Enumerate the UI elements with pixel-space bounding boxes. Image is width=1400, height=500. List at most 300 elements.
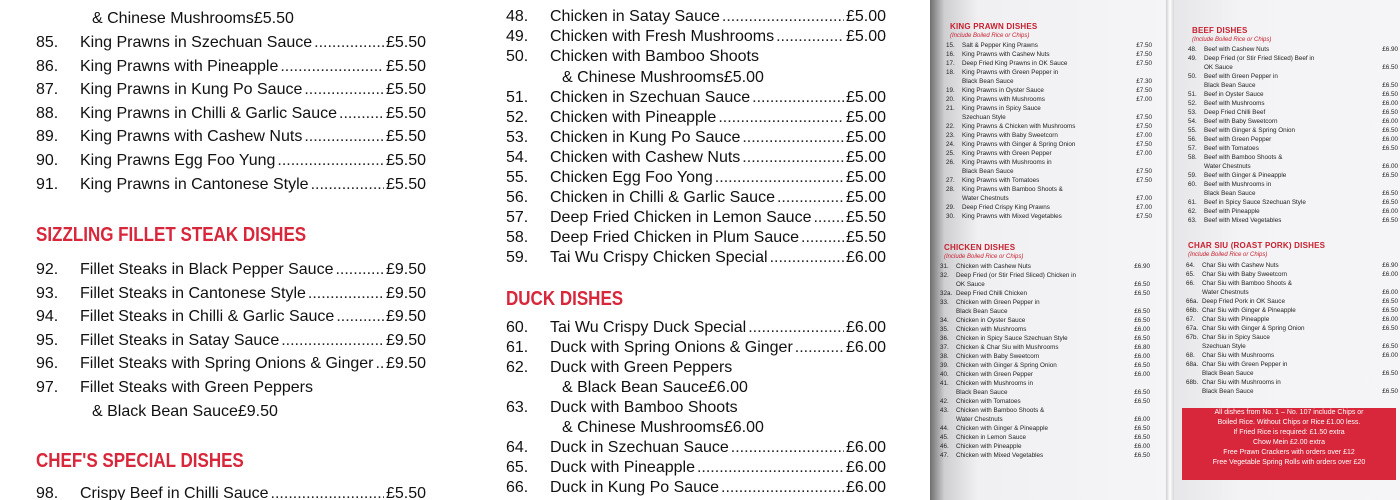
item-number: 66. xyxy=(506,479,529,496)
line-text: Deep Fried (or Stir Fried Sliced) Beef in xyxy=(1204,55,1315,62)
line-text: Chicken with Mixed Vegetables xyxy=(956,452,1044,459)
photo-menu-line xyxy=(940,398,1150,405)
line-number: 58. xyxy=(1188,154,1197,161)
item-price: £6.00 xyxy=(723,419,764,436)
photo-menu-line xyxy=(940,308,1150,315)
leader-dots xyxy=(801,228,844,248)
line-price: £7.50 xyxy=(1136,123,1152,130)
line-number xyxy=(1188,64,1204,71)
line-number: 31. xyxy=(940,263,949,270)
item-price: £5.50 xyxy=(385,128,426,146)
photo-menu-line xyxy=(946,51,1152,58)
leader-dots xyxy=(777,188,844,208)
line-number: 26. xyxy=(946,159,955,166)
item-number: 86. xyxy=(36,57,59,75)
item-number: 89. xyxy=(36,128,59,146)
item-price: £9.50 xyxy=(237,403,278,420)
menu-item xyxy=(36,175,426,195)
line-number xyxy=(940,281,956,288)
photo-menu-line xyxy=(1188,145,1398,152)
item-name: King Prawns in Kung Po Sauce xyxy=(80,81,303,99)
line-text: King Prawns & Chicken with Mushrooms xyxy=(962,123,1076,130)
item-price: £5.00 xyxy=(845,89,886,106)
line-number: 67b. xyxy=(1186,334,1199,341)
line-price: £7.00 xyxy=(1136,195,1152,202)
line-number: 44. xyxy=(940,425,949,432)
item-number: 95. xyxy=(36,331,59,349)
photo-menu-line xyxy=(1188,118,1398,125)
item-name: King Prawns with Pineapple xyxy=(80,57,279,75)
item-number: 55. xyxy=(506,169,529,186)
menu-item xyxy=(36,307,426,327)
line-text: King Prawns with Ginger & Spring Onion xyxy=(962,141,1076,148)
line-text: Char Siu with Ginger & Spring Onion xyxy=(1202,325,1305,332)
item-number: 59. xyxy=(506,249,529,266)
line-number xyxy=(940,308,956,315)
line-price: £6.00 xyxy=(1134,326,1150,333)
line-text: King Prawns in Oyster Sauce xyxy=(962,87,1044,94)
notice-line: Chow Mein £2.00 extra xyxy=(1253,439,1325,446)
line-text: Beef with Mushrooms xyxy=(1204,100,1265,107)
line-price: £6.90 xyxy=(1134,263,1150,270)
photo-menu-line xyxy=(1186,334,1398,341)
item-number: 65. xyxy=(506,459,529,476)
menu-item xyxy=(506,228,886,248)
photo-menu-line xyxy=(1186,289,1398,296)
line-text: OK Sauce xyxy=(1204,64,1233,71)
line-price: £6.50 xyxy=(1134,308,1150,315)
menu-item xyxy=(506,148,886,168)
item-number: 53. xyxy=(506,129,529,146)
line-text: Char Siu with Green Pepper in xyxy=(1202,361,1288,368)
line-text: Chicken with Bamboo Shoots & xyxy=(956,407,1045,414)
photo-menu-line xyxy=(1188,55,1398,62)
line-price: £6.50 xyxy=(1382,127,1398,134)
item-number: 56. xyxy=(506,189,529,206)
leader-dots xyxy=(813,208,843,228)
line-number: 66. xyxy=(1186,280,1195,287)
photo-subheading: (Include Boiled Rice or Chips) xyxy=(1188,252,1268,258)
photo-menu-line xyxy=(1188,181,1398,188)
photo-menu-line xyxy=(1188,190,1398,197)
item-name: Fillet Steaks in Cantonese Style xyxy=(80,284,306,302)
line-number: 66a. xyxy=(1186,298,1199,305)
notice-line: All dishes from No. 1 – No. 107 include Chips or xyxy=(1214,409,1364,416)
leader-dots xyxy=(722,7,844,27)
line-price: £6.50 xyxy=(1134,290,1150,297)
photo-subheading: (Include Boiled Rice or Chips) xyxy=(944,254,1024,260)
line-price: £6.00 xyxy=(1134,443,1150,450)
line-text: Deep Fried Chilli Beef xyxy=(1204,109,1266,116)
item-name: Chicken in Kung Po Sauce xyxy=(550,129,741,146)
leader-dots xyxy=(776,27,844,47)
photo-menu-line xyxy=(946,186,1152,193)
item-price: £5.00 xyxy=(845,28,886,45)
line-text: Black Bean Sauce xyxy=(956,308,1008,315)
line-number: 60. xyxy=(1188,181,1197,188)
photo-menu-line xyxy=(946,132,1152,139)
line-price xyxy=(1376,181,1398,188)
line-price: £7.30 xyxy=(1136,78,1152,85)
line-text: Beef with Ginger & Pineapple xyxy=(1204,172,1287,179)
line-price: £6.00 xyxy=(1134,371,1150,378)
line-number: 46. xyxy=(940,443,949,450)
photo-menu-line xyxy=(946,177,1152,184)
leader-dots xyxy=(308,284,384,304)
line-text: Char Siu with Pineapple xyxy=(1202,316,1270,323)
line-text: King Prawns with Tomatoes xyxy=(962,177,1040,184)
line-number: 16. xyxy=(946,51,955,58)
line-price xyxy=(1376,379,1398,386)
line-number: 59. xyxy=(1188,172,1197,179)
item-number: 58. xyxy=(506,229,529,246)
photo-menu-line xyxy=(1188,154,1398,161)
item-name: Chicken with Cashew Nuts xyxy=(550,149,741,166)
item-name: King Prawns in Chilli & Garlic Sauce xyxy=(80,104,337,122)
line-price: £6.50 xyxy=(1134,335,1150,342)
line-text: King Prawns with Mushrooms xyxy=(962,96,1045,103)
page-fold xyxy=(1166,0,1174,500)
line-text: Chicken & Char Siu with Mushrooms xyxy=(956,344,1059,351)
leader-dots xyxy=(335,260,383,280)
line-number: 68. xyxy=(1186,352,1195,359)
leader-dots xyxy=(721,478,844,498)
item-price: £5.00 xyxy=(845,149,886,166)
line-number: 38. xyxy=(940,353,949,360)
line-price: £6.50 xyxy=(1382,109,1398,116)
line-price: £6.00 xyxy=(1382,136,1398,143)
section-heading-duck: DUCK DISHES xyxy=(506,288,624,310)
menu-item xyxy=(506,208,886,228)
photo-menu-line xyxy=(940,290,1150,297)
photo-menu-line xyxy=(1188,127,1398,134)
item-price: £5.00 xyxy=(845,109,886,126)
line-text: Beef with Tomatoes xyxy=(1204,145,1259,152)
photo-menu-line xyxy=(940,443,1150,450)
line-text: King Prawns in Spicy Sauce xyxy=(962,105,1041,112)
item-name: Chicken in Satay Sauce xyxy=(550,8,720,25)
photo-menu-line xyxy=(946,78,1152,85)
line-number: 19. xyxy=(946,87,955,94)
photo-menu-line xyxy=(1188,73,1398,80)
line-text: Beef in Spicy Sauce Szechuan Style xyxy=(1204,199,1306,206)
item-name: Chicken with Bamboo Shoots xyxy=(550,48,759,65)
line-price: £6.50 xyxy=(1382,388,1398,395)
item-price: £5.00 xyxy=(845,169,886,186)
line-text: Char Siu in Spicy Sauce xyxy=(1202,334,1270,341)
item-price: £9.50 xyxy=(385,355,426,373)
item-number: 85. xyxy=(36,34,59,51)
menu-item xyxy=(506,128,886,148)
line-text: Chicken with Ginger & Pineapple xyxy=(956,425,1049,432)
item-number: 52. xyxy=(506,109,529,126)
item-name: Crispy Beef in Chilli Sauce xyxy=(80,485,269,500)
line-text: Chicken in Lemon Sauce xyxy=(956,434,1027,441)
line-number: 67. xyxy=(1186,316,1195,323)
menu-item xyxy=(36,378,426,398)
line-price: £6.50 xyxy=(1134,281,1150,288)
photo-menu-line xyxy=(946,60,1152,67)
photo-menu-line xyxy=(940,389,1150,396)
line-number: 55. xyxy=(1188,127,1197,134)
item-name: & Black Bean Sauce xyxy=(92,403,238,420)
line-number: 68a. xyxy=(1186,361,1199,368)
line-number xyxy=(946,195,962,202)
photo-menu-line xyxy=(1186,280,1398,287)
item-number: 90. xyxy=(36,152,59,169)
line-number: 29. xyxy=(946,204,955,211)
photo-subheading: (Include Boiled Rice or Chips) xyxy=(950,33,1030,39)
line-text: Beef with Mushrooms in xyxy=(1204,181,1272,188)
leader-dots xyxy=(311,175,384,195)
leader-dots xyxy=(697,458,844,478)
line-price: £6.00 xyxy=(1382,208,1398,215)
photo-menu-line xyxy=(946,195,1152,202)
item-price: £5.50 xyxy=(385,81,426,99)
leader-dots xyxy=(271,484,384,500)
leader-dots xyxy=(281,331,384,351)
photo-menu-line xyxy=(1186,262,1398,269)
line-price: £7.00 xyxy=(1136,150,1152,157)
notice-line: Boiled Rice. Without Chips or Rice £1.00 less. xyxy=(1217,419,1361,426)
line-price: £6.50 xyxy=(1134,434,1150,441)
photo-menu-line xyxy=(1186,352,1398,359)
photo-menu-line xyxy=(1186,379,1398,386)
menu-item xyxy=(506,168,886,188)
line-price: £7.50 xyxy=(1136,60,1152,67)
leader-dots xyxy=(715,168,844,188)
line-number: 22. xyxy=(946,123,955,130)
item-price: £9.50 xyxy=(385,284,426,302)
item-name: Chicken Egg Foo Yong xyxy=(550,169,713,186)
item-name: Deep Fried Chicken in Plum Sauce xyxy=(550,229,800,246)
item-name: Fillet Steaks in Black Pepper Sauce xyxy=(80,261,334,278)
photo-menu-line xyxy=(940,299,1150,306)
photo-menu-line xyxy=(940,326,1150,333)
line-price: £6.50 xyxy=(1382,217,1398,224)
photo-menu-line xyxy=(946,150,1152,157)
line-price: £6.50 xyxy=(1134,317,1150,324)
line-number: 54. xyxy=(1188,118,1197,125)
photo-menu-line xyxy=(940,434,1150,441)
photo-menu-line xyxy=(1188,199,1398,206)
photo-menu-line xyxy=(940,317,1150,324)
photo-menu-line xyxy=(946,69,1152,76)
item-price: £9.50 xyxy=(385,331,426,349)
photo-menu-line xyxy=(1188,109,1398,116)
menu-item xyxy=(506,338,886,358)
item-price: £5.50 xyxy=(253,10,294,27)
line-price: £7.50 xyxy=(1136,42,1152,49)
photo-menu-line xyxy=(1186,361,1398,368)
photo-heading-beef: BEEF DISHES xyxy=(1192,26,1248,35)
line-price xyxy=(1130,105,1152,112)
line-text: Beef with Green Pepper in xyxy=(1204,73,1278,80)
item-price: £5.50 xyxy=(385,175,426,193)
line-number: 18. xyxy=(946,69,955,76)
line-price xyxy=(1130,159,1152,166)
item-price: £5.50 xyxy=(385,34,426,51)
photo-subheading: (Include Boiled Rice or Chips) xyxy=(1192,37,1272,43)
line-price xyxy=(1376,73,1398,80)
photo-menu-line xyxy=(946,168,1152,175)
line-number: 35. xyxy=(940,326,949,333)
line-text: Deep Fried (or Stir Fried Sliced) Chicken in xyxy=(956,272,1077,279)
line-price: £6.50 xyxy=(1134,362,1150,369)
line-text: Beef with Green Pepper xyxy=(1204,136,1272,143)
photo-menu-line xyxy=(1186,388,1398,395)
line-text: Chicken with Green Pepper in xyxy=(956,299,1040,306)
photo-menu-line xyxy=(940,425,1150,432)
line-number: 47. xyxy=(940,452,949,459)
photo-menu-line xyxy=(1186,307,1398,314)
line-price: £6.80 xyxy=(1134,344,1150,351)
line-text: OK Sauce xyxy=(956,281,985,288)
photo-menu-line xyxy=(946,105,1152,112)
line-text: Chicken with Cashew Nuts xyxy=(956,263,1031,270)
item-name: Duck in Kung Po Sauce xyxy=(550,479,719,496)
line-text: Water Chestnuts xyxy=(1202,289,1249,296)
item-number: 64. xyxy=(506,439,529,456)
menu-item xyxy=(506,7,886,27)
item-price: £5.50 xyxy=(385,485,426,500)
line-number: 45. xyxy=(940,434,949,441)
line-number: 52. xyxy=(1188,100,1197,107)
line-text: King Prawns with Bamboo Shoots & xyxy=(962,186,1063,193)
item-name: Chicken in Chilli & Garlic Sauce xyxy=(550,189,775,206)
line-text: Black Bean Sauce xyxy=(962,168,1014,175)
menu-item xyxy=(36,331,426,351)
line-number: 36. xyxy=(940,335,949,342)
photo-menu-line xyxy=(1188,100,1398,107)
item-price: £5.50 xyxy=(385,57,426,75)
menu-item xyxy=(36,57,426,77)
line-number: 27. xyxy=(946,177,955,184)
line-text: Deep Fried Chilli Chicken xyxy=(956,290,1028,297)
item-name: King Prawns Egg Foo Yung xyxy=(80,152,276,169)
line-number: 68b. xyxy=(1186,379,1199,386)
photo-menu-line xyxy=(1188,217,1398,224)
photo-menu-line xyxy=(1188,172,1398,179)
line-number: 41. xyxy=(940,380,949,387)
photo-menu-line xyxy=(946,96,1152,103)
line-text: King Prawns with Cashew Nuts xyxy=(962,51,1050,58)
line-price: £6.50 xyxy=(1134,398,1150,405)
photo-heading-king-prawn: KING PRAWN DISHES xyxy=(950,22,1038,31)
menu-item xyxy=(36,33,426,53)
line-number: 51. xyxy=(1188,91,1197,98)
line-price: £7.00 xyxy=(1136,204,1152,211)
line-text: Black Bean Sauce xyxy=(1202,370,1254,377)
line-price: £6.50 xyxy=(1382,370,1398,377)
menu-item-continuation xyxy=(562,68,886,88)
line-price: £7.50 xyxy=(1136,168,1152,175)
item-number: 92. xyxy=(36,261,59,278)
line-price xyxy=(1128,380,1150,387)
item-price: £6.00 xyxy=(845,459,886,476)
leader-dots xyxy=(748,318,844,338)
leader-dots xyxy=(375,354,383,374)
line-number xyxy=(1188,82,1204,89)
line-number xyxy=(1186,388,1202,395)
line-number: 63. xyxy=(1188,217,1197,224)
photo-menu-line xyxy=(940,452,1150,459)
item-name: King Prawns with Cashew Nuts xyxy=(80,128,303,146)
line-text: Char Siu with Baby Sweetcorn xyxy=(1202,271,1288,278)
item-number: 87. xyxy=(36,81,59,99)
item-name: Deep Fried Chicken in Lemon Sauce xyxy=(550,209,812,226)
notice-line: If Fried Rice is required: £1.50 extra xyxy=(1233,429,1345,436)
item-number: 50. xyxy=(506,48,529,65)
line-text: Beef with Bamboo Shoots & xyxy=(1204,154,1283,161)
line-text: King Prawns with Mushrooms in xyxy=(962,159,1052,166)
photo-menu-line xyxy=(1188,208,1398,215)
photo-menu-line xyxy=(1188,136,1398,143)
leader-dots xyxy=(770,248,844,268)
line-number: 48. xyxy=(1188,46,1197,53)
leader-dots xyxy=(280,57,384,77)
item-number: 54. xyxy=(506,149,529,166)
item-name: Fillet Steaks with Green Peppers xyxy=(80,379,313,396)
line-price: £6.00 xyxy=(1382,118,1398,125)
line-number: 57. xyxy=(1188,145,1197,152)
item-number: 61. xyxy=(506,339,529,356)
line-number: 33. xyxy=(940,299,949,306)
item-name: Tai Wu Crispy Duck Special xyxy=(550,319,747,336)
photo-menu-line xyxy=(1186,271,1398,278)
line-number: 56. xyxy=(1188,136,1197,143)
item-name: Fillet Steaks in Chilli & Garlic Sauce xyxy=(80,308,335,326)
menu-item xyxy=(506,108,886,128)
line-text: Deep Fried Pork in OK Sauce xyxy=(1202,298,1285,305)
item-price: £5.00 xyxy=(845,129,886,146)
menu-item xyxy=(36,104,426,124)
photo-menu-line xyxy=(1188,163,1398,170)
menu-item xyxy=(506,358,886,378)
photo-menu-line xyxy=(946,123,1152,130)
item-number: 94. xyxy=(36,308,59,326)
menu-item xyxy=(36,284,426,304)
menu-item xyxy=(36,127,426,147)
menu-item-continuation xyxy=(92,9,426,29)
line-price xyxy=(1376,280,1398,287)
menu-item xyxy=(36,80,426,100)
line-price: £7.50 xyxy=(1136,87,1152,94)
line-text: Deep Fried Crispy King Prawns xyxy=(962,204,1050,211)
line-price: £6.50 xyxy=(1382,190,1398,197)
item-name: Chicken with Fresh Mushrooms xyxy=(550,28,775,45)
item-price: £6.00 xyxy=(845,439,886,456)
photo-menu-line xyxy=(946,87,1152,94)
item-name: Chicken in Szechuan Sauce xyxy=(550,89,751,106)
line-number: 66b. xyxy=(1186,307,1199,314)
line-number: 32. xyxy=(940,272,949,279)
line-text: Beef with Ginger & Spring Onion xyxy=(1204,127,1296,134)
line-text: Water Chestnuts xyxy=(956,416,1003,423)
line-number: 28. xyxy=(946,186,955,193)
line-price: £7.50 xyxy=(1136,114,1152,121)
item-name: Duck with Spring Onions & Ginger xyxy=(550,339,793,356)
line-text: Black Bean Sauce xyxy=(962,78,1014,85)
leader-dots xyxy=(304,80,384,100)
line-number xyxy=(946,168,962,175)
photo-menu-line xyxy=(946,159,1152,166)
item-price: £6.00 xyxy=(845,339,886,356)
item-name: King Prawns in Cantonese Style xyxy=(80,175,309,193)
item-price: £5.50 xyxy=(385,152,426,169)
line-price: £6.00 xyxy=(1382,316,1398,323)
menu-item xyxy=(36,151,426,171)
